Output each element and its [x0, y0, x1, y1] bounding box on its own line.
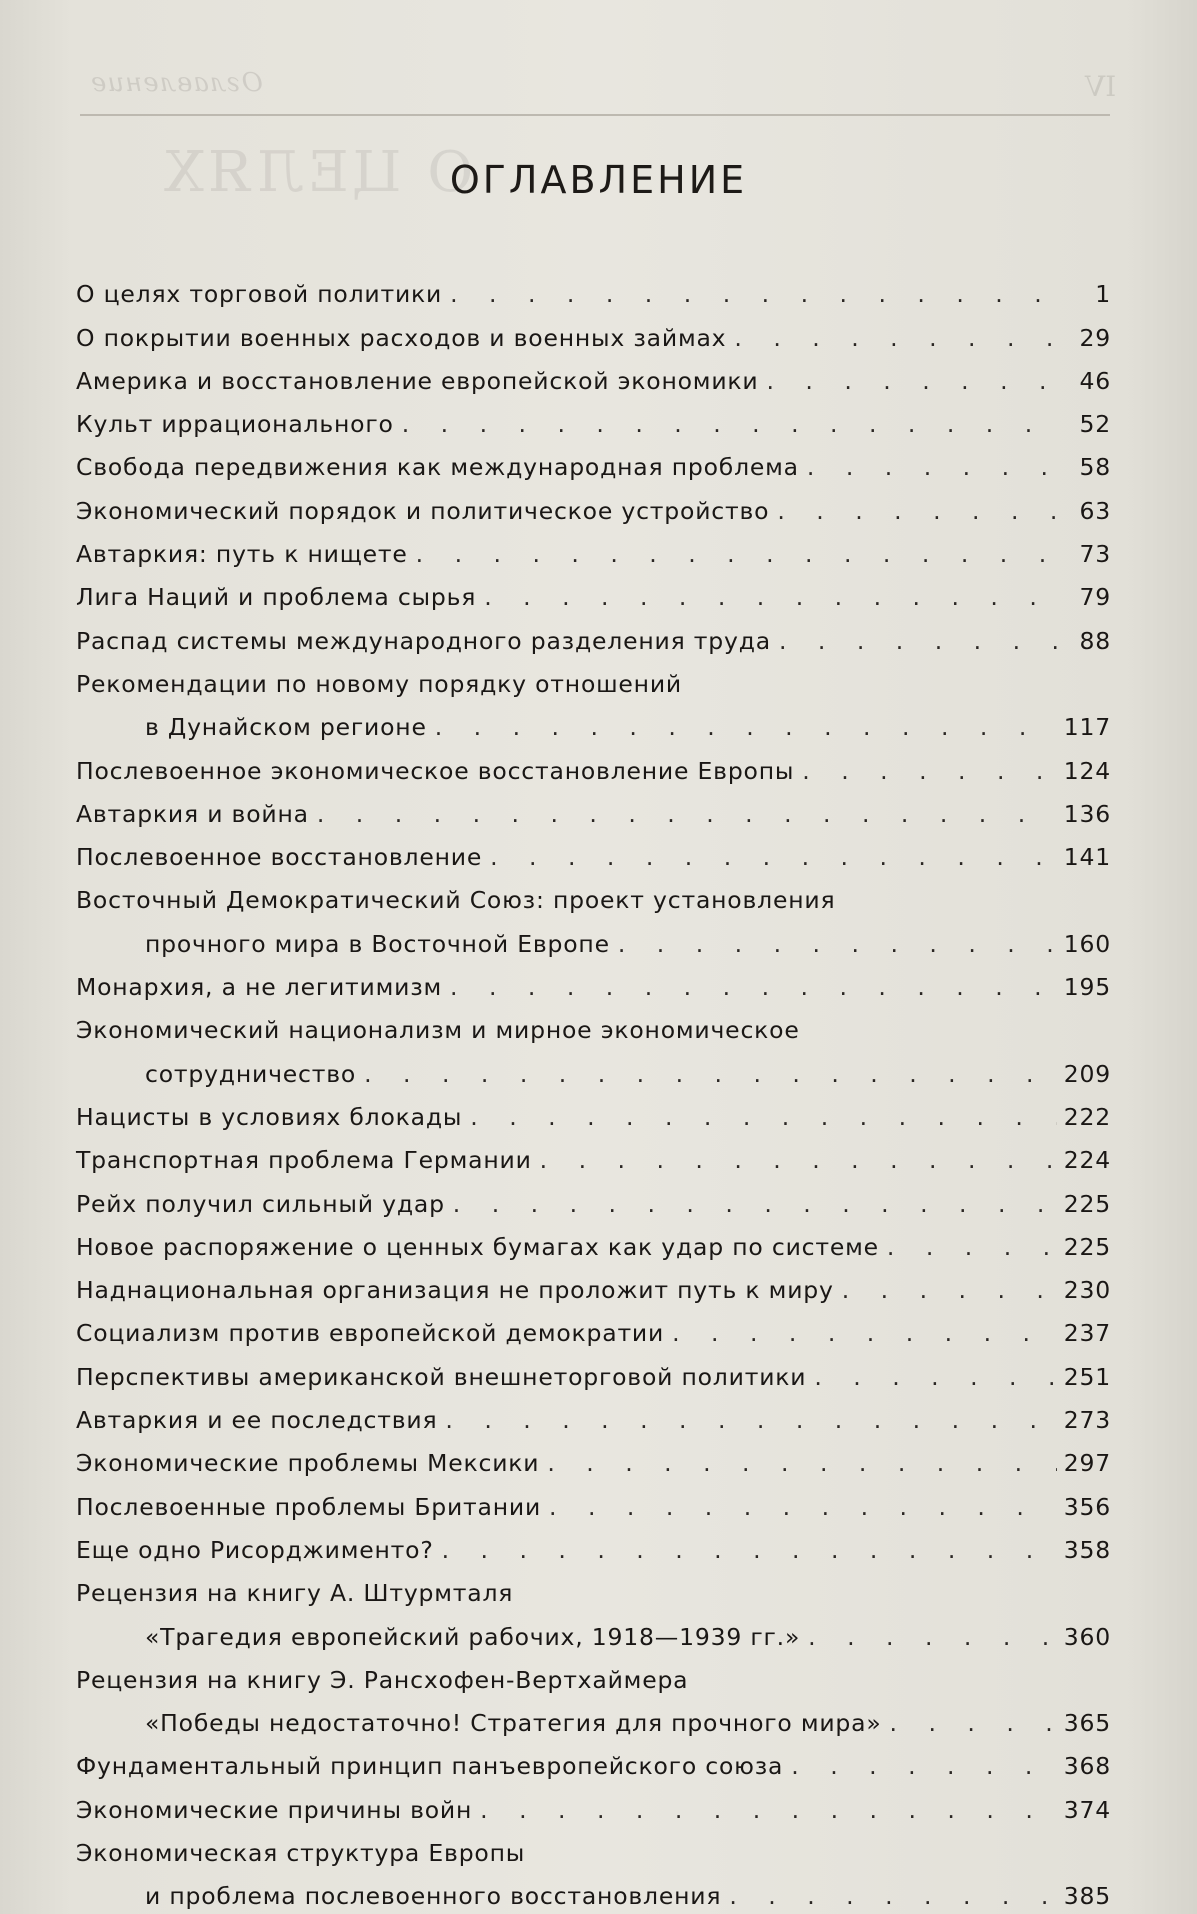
- dot-leader: [480, 1796, 1057, 1824]
- dot-leader: [779, 627, 1057, 655]
- toc-entry-title: Экономический порядок и политическое устройство: [76, 496, 770, 525]
- toc-entry-title: Перспективы американской внешнеторговой политики: [76, 1362, 807, 1391]
- toc-entry: [76, 1391, 1111, 1434]
- dot-leader: [729, 1882, 1057, 1910]
- dot-leader: [435, 713, 1057, 741]
- toc-entry: [76, 1780, 1111, 1823]
- dot-leader: [416, 540, 1057, 568]
- toc-entry-line: [76, 568, 1111, 611]
- dot-leader: [484, 583, 1057, 611]
- toc-entry: [76, 481, 1111, 524]
- toc-entry: [76, 1477, 1111, 1520]
- toc-entry-title: Послевоенные проблемы Британии: [76, 1492, 542, 1521]
- toc-entry-line: [76, 1694, 1111, 1737]
- toc-entry: [76, 395, 1111, 438]
- toc-page-number: 368: [1063, 1752, 1111, 1781]
- toc-entry: [76, 785, 1111, 828]
- toc-entry-title: Наднациональная организация не проложит путь к миру: [76, 1276, 834, 1305]
- toc-entry: [76, 1521, 1111, 1564]
- toc-entry-line: [76, 481, 1111, 524]
- toc-entry: [76, 265, 1111, 308]
- toc-entry-line: [76, 1044, 1111, 1087]
- dot-leader: [766, 367, 1057, 395]
- dot-leader: [777, 497, 1057, 525]
- dot-leader: [734, 324, 1057, 352]
- dot-leader: [445, 1406, 1057, 1434]
- toc-entry-title: Рейх получил сильный удар: [76, 1189, 445, 1218]
- dot-leader: [450, 973, 1057, 1001]
- table-of-contents: [76, 265, 1111, 1910]
- toc-entry-line: [76, 785, 1111, 828]
- toc-entry-title: Нацисты в условиях блокады: [76, 1102, 463, 1131]
- dot-leader: [814, 1363, 1057, 1391]
- toc-page-number: 136: [1063, 799, 1111, 828]
- toc-entry: [76, 1304, 1111, 1347]
- toc-entry-title: Экономические причины войн: [76, 1795, 473, 1824]
- toc-entry-title: Америка и восстановление европейской экономики: [76, 366, 759, 395]
- dot-leader: [802, 757, 1057, 785]
- toc-page-number: 225: [1063, 1189, 1111, 1218]
- toc-entry-line: [76, 1174, 1111, 1217]
- toc-entry-line: [76, 1131, 1111, 1174]
- toc-entry-title: Транспортная проблема Германии: [76, 1146, 532, 1175]
- toc-entry-line: [76, 1434, 1111, 1477]
- toc-entry-title: Автаркия и ее последствия: [76, 1406, 438, 1435]
- toc-page-number: 385: [1063, 1882, 1111, 1911]
- toc-entry-title: Рецензия на книгу А. Штурмталя: [76, 1579, 514, 1608]
- toc-entry-title: Послевоенное экономическое восстановление Европы: [76, 756, 795, 785]
- bleed-through-page-number: IV: [1085, 70, 1117, 103]
- toc-entry-line: [76, 611, 1111, 654]
- toc-entry-line: [76, 871, 1111, 914]
- toc-page-number: 195: [1063, 973, 1111, 1002]
- toc-entry-line: [76, 1521, 1111, 1564]
- toc-entry-title: Монархия, а не легитимизм: [76, 973, 443, 1002]
- toc-entry: [76, 438, 1111, 481]
- toc-entry-title: О покрытии военных расходов и военных займах: [76, 323, 727, 352]
- dot-leader: [490, 843, 1057, 871]
- toc-entry: [76, 1218, 1111, 1261]
- dot-leader: [470, 1103, 1057, 1131]
- toc-page-number: 88: [1079, 626, 1111, 655]
- toc-entry-title: Еще одно Рисорджименто?: [76, 1535, 434, 1564]
- toc-page-number: 360: [1063, 1622, 1111, 1651]
- toc-entry-line: [76, 914, 1111, 957]
- dot-leader: [618, 930, 1057, 958]
- toc-entry-line: [76, 308, 1111, 351]
- toc-page-number: 52: [1079, 410, 1111, 439]
- toc-entry: [76, 1824, 1111, 1911]
- toc-entry: [76, 958, 1111, 1001]
- toc-entry-line: [76, 1737, 1111, 1780]
- toc-entry-line: [76, 1088, 1111, 1131]
- toc-page-number: 73: [1079, 540, 1111, 569]
- toc-entry-title: Послевоенное восстановление: [76, 843, 483, 872]
- toc-page-number: 29: [1079, 323, 1111, 352]
- toc-entry-title: Культ иррационального: [76, 410, 394, 439]
- toc-entry-line: [76, 1001, 1111, 1044]
- toc-entry-title: Лига Наций и проблема сырья: [76, 583, 477, 612]
- dot-leader: [890, 1709, 1057, 1737]
- toc-entry-title: «Победы недостаточно! Стратегия для прочного мира»: [145, 1709, 882, 1738]
- dot-leader: [791, 1752, 1057, 1780]
- toc-page-number: 124: [1063, 756, 1111, 785]
- toc-entry-title: Автаркия: путь к нищете: [76, 540, 408, 569]
- toc-entry-line: [76, 1261, 1111, 1304]
- toc-entry-title: и проблема послевоенного восстановления: [145, 1882, 722, 1911]
- dot-leader: [672, 1319, 1057, 1347]
- toc-entry: [76, 741, 1111, 784]
- toc-entry-title: О целях торговой политики: [76, 280, 443, 309]
- dot-leader: [807, 453, 1057, 481]
- toc-page-number: 251: [1063, 1362, 1111, 1391]
- toc-entry-title: Восточный Демократический Союз: проект установления: [76, 886, 836, 915]
- toc-page-number: 225: [1063, 1232, 1111, 1261]
- toc-entry: [76, 1261, 1111, 1304]
- toc-entry: [76, 1001, 1111, 1088]
- dot-leader: [547, 1449, 1057, 1477]
- toc-page-number: 46: [1079, 366, 1111, 395]
- toc-page-number: 117: [1063, 713, 1111, 742]
- dot-leader: [549, 1493, 1057, 1521]
- toc-entry: [76, 308, 1111, 351]
- toc-entry: [76, 1174, 1111, 1217]
- toc-entry-line: [76, 828, 1111, 871]
- toc-entry-line: [76, 1347, 1111, 1390]
- toc-entry-title: Распад системы международного разделения труда: [76, 626, 771, 655]
- toc-entry: [76, 1347, 1111, 1390]
- toc-page-number: 58: [1079, 453, 1111, 482]
- toc-entry-line: [76, 438, 1111, 481]
- toc-entry-title: Новое распоряжение о ценных бумагах как удар по системе: [76, 1232, 879, 1261]
- dot-leader: [887, 1233, 1057, 1261]
- dot-leader: [842, 1276, 1057, 1304]
- toc-entry-line: [76, 1824, 1111, 1867]
- toc-entry-title: Экономические проблемы Мексики: [76, 1449, 540, 1478]
- toc-entry-title: Рецензия на книгу Э. Рансхофен-Вертхаймера: [76, 1665, 689, 1694]
- toc-entry: [76, 568, 1111, 611]
- toc-entry: [76, 871, 1111, 958]
- toc-entry-line: [76, 352, 1111, 395]
- dot-leader: [540, 1146, 1057, 1174]
- toc-entry: [76, 828, 1111, 871]
- toc-entry: [76, 1131, 1111, 1174]
- toc-entry: [76, 1088, 1111, 1131]
- toc-entry-line: [76, 395, 1111, 438]
- toc-entry-line: [76, 525, 1111, 568]
- toc-entry-line: [76, 741, 1111, 784]
- dot-leader: [317, 800, 1057, 828]
- toc-entry-line: [76, 698, 1111, 741]
- toc-page-number: 79: [1079, 583, 1111, 612]
- toc-entry-line: [76, 1391, 1111, 1434]
- toc-entry-line: [76, 1607, 1111, 1650]
- toc-page-number: 297: [1063, 1449, 1111, 1478]
- toc-page-number: 273: [1063, 1406, 1111, 1435]
- toc-page-number: 365: [1063, 1709, 1111, 1738]
- toc-entry-title: Фундаментальный принцип панъевропейского союза: [76, 1752, 784, 1781]
- toc-entry-title: Свобода передвижения как международная проблема: [76, 453, 799, 482]
- toc-page-number: 358: [1063, 1535, 1111, 1564]
- toc-entry-title: Автаркия и война: [76, 799, 309, 828]
- toc-page-number: 1: [1095, 280, 1111, 309]
- toc-entry: [76, 1564, 1111, 1651]
- bleed-through-heading: О ЦЕЛЯХ: [160, 140, 474, 205]
- toc-page-number: 160: [1063, 929, 1111, 958]
- dot-leader: [364, 1060, 1057, 1088]
- dot-leader: [450, 280, 1057, 308]
- toc-entry: [76, 1434, 1111, 1477]
- toc-entry-title: «Трагедия европейский рабочих, 1918—1939 гг.»: [145, 1622, 801, 1651]
- toc-page-number: 209: [1063, 1059, 1111, 1088]
- toc-entry: [76, 1737, 1111, 1780]
- toc-entry-title: Экономическая структура Европы: [76, 1838, 526, 1867]
- toc-entry: [76, 655, 1111, 742]
- toc-entry-line: [76, 265, 1111, 308]
- toc-entry-line: [76, 958, 1111, 1001]
- toc-page-number: 356: [1063, 1492, 1111, 1521]
- toc-entry-line: [76, 1867, 1111, 1910]
- dot-leader: [453, 1190, 1057, 1218]
- toc-entry: [76, 611, 1111, 654]
- toc-page-number: 224: [1063, 1146, 1111, 1175]
- toc-entry-title: Рекомендации по новому порядку отношений: [76, 669, 682, 698]
- toc-entry-line: [76, 1477, 1111, 1520]
- dot-leader: [442, 1536, 1057, 1564]
- toc-entry-title: сотрудничество: [145, 1059, 357, 1088]
- toc-entry-line: [76, 1651, 1111, 1694]
- toc-entry-title: в Дунайском регионе: [145, 713, 427, 742]
- toc-page-number: 63: [1079, 496, 1111, 525]
- toc-entry-line: [76, 1304, 1111, 1347]
- toc-entry-line: [76, 655, 1111, 698]
- toc-entry-line: [76, 1780, 1111, 1823]
- toc-page-number: 222: [1063, 1102, 1111, 1131]
- header-rule: [80, 114, 1110, 116]
- toc-page-number: 374: [1063, 1795, 1111, 1824]
- toc-entry-line: [76, 1218, 1111, 1261]
- page-title: ОГЛАВЛЕНИЕ: [449, 158, 748, 202]
- toc-entry: [76, 525, 1111, 568]
- toc-page-number: 230: [1063, 1276, 1111, 1305]
- toc-entry: [76, 352, 1111, 395]
- toc-entry-title: прочного мира в Восточной Европе: [145, 929, 610, 958]
- bleed-through-header: Оглавление: [90, 68, 263, 98]
- toc-entry-title: Социализм против европейской демократии: [76, 1319, 665, 1348]
- dot-leader: [402, 410, 1057, 438]
- toc-entry-line: [76, 1564, 1111, 1607]
- toc-page-number: 141: [1063, 843, 1111, 872]
- toc-entry-title: Экономический национализм и мирное экономическое: [76, 1016, 800, 1045]
- toc-page-number: 237: [1063, 1319, 1111, 1348]
- toc-entry: [76, 1651, 1111, 1738]
- dot-leader: [808, 1623, 1057, 1651]
